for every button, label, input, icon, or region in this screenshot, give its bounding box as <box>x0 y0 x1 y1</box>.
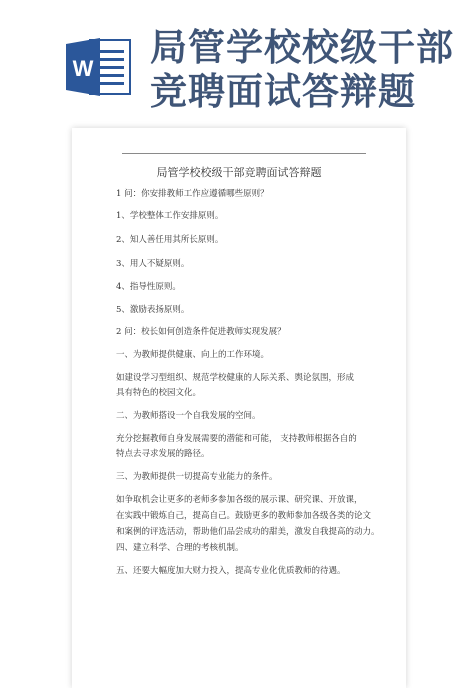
paragraph-line: 在实践中锻炼自己，提高自己。鼓励更多的教师参加各级各类的论文 <box>116 511 372 521</box>
paragraph-line: 如争取机会让更多的老师多参加各级的展示课、研究课、开放课， <box>116 495 363 505</box>
document-page <box>72 128 406 688</box>
paragraph-line: 充分挖掘教师自身发展需要的潜能和可能， 支持教师根据各自的 <box>116 434 357 444</box>
banner <box>0 0 474 140</box>
paragraph-line: 和案例的评选活动，帮助他们品尝成功的甜美，激发自我提高的动力。 <box>116 527 380 537</box>
header-rule <box>122 153 366 154</box>
section-heading: 二、为教师搭设一个自我发展的空间。 <box>116 411 261 421</box>
list-item: 4、指导性原则。 <box>116 282 181 292</box>
section-heading: 三、为教师提供一切提高专业能力的条件。 <box>116 472 278 482</box>
document-title: 局管学校校级干部竞聘面试答辩题 <box>156 166 322 179</box>
question-1: 1 问：你安排教师工作应遵循哪些原则？ <box>116 189 269 199</box>
question-2: 2 问：校长如何创造条件促进教师实现发展？ <box>116 327 286 337</box>
list-item: 3、用人不疑原则。 <box>116 259 190 269</box>
list-item: 5、激励表扬原则。 <box>116 305 190 315</box>
paragraph-line: 特点去寻求发展的路径。 <box>116 449 210 459</box>
section-heading: 四、建立科学、合理的考核机制。 <box>116 543 244 553</box>
banner-title-line-1: 局管学校校级干部 <box>150 26 454 69</box>
banner-title <box>150 26 470 114</box>
list-item: 1、学校整体工作安排原则。 <box>116 211 224 221</box>
word-document-icon <box>64 36 134 98</box>
section-heading: 一、为教师提供健康、向上的工作环境。 <box>116 350 270 360</box>
banner-title-line-2: 竞聘面试答辩题 <box>150 70 416 113</box>
paragraph-line: 如建设学习型组织、规范学校健康的人际关系、舆论氛围，形成 <box>116 373 355 383</box>
paragraph-line: 具有特色的校园文化。 <box>116 388 202 398</box>
section-heading: 五、还要大幅度加大财力投入，提高专业化优质教师的待遇。 <box>116 566 346 576</box>
list-item: 2、知人善任用其所长原则。 <box>116 235 224 245</box>
word-logo-letter: W <box>72 56 94 81</box>
